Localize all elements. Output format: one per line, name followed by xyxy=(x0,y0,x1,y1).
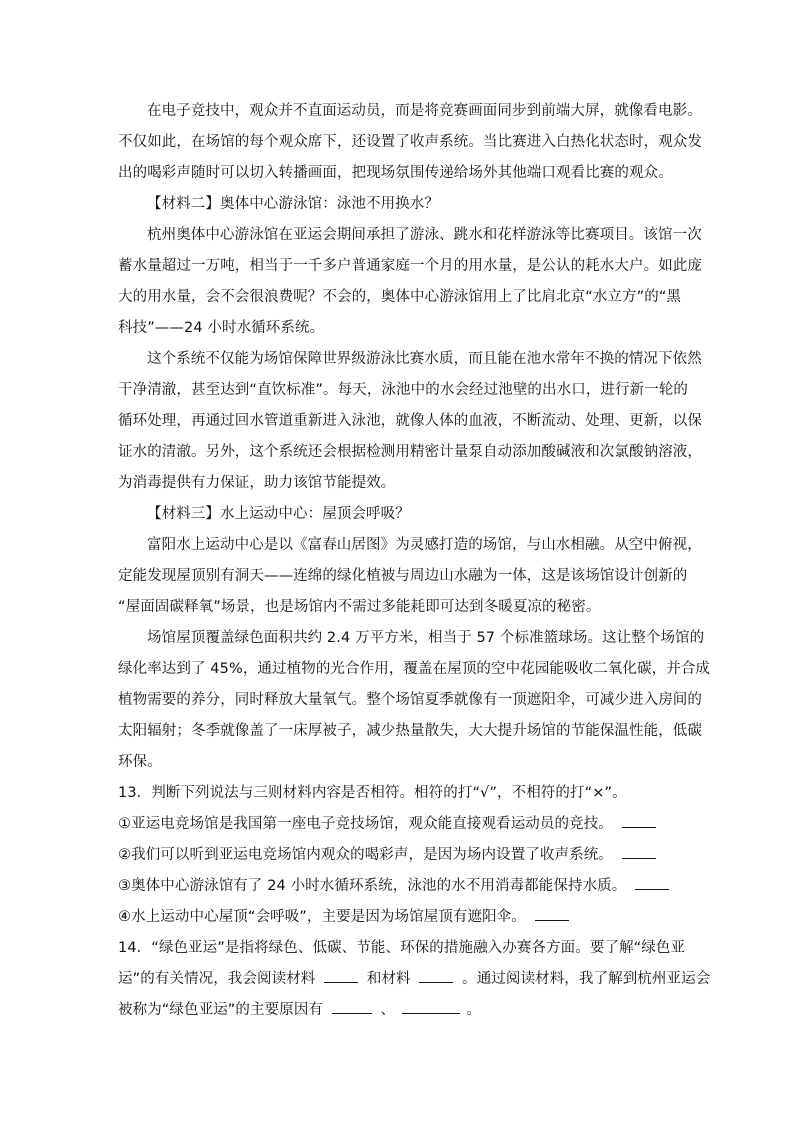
judgement-item xyxy=(118,809,678,840)
question-text: 被称为“绿色亚运”的主要原因有 xyxy=(118,1002,324,1018)
question-stem: 14．“绿色亚运”是指将绿色、低碳、节能、环保的措施融入办赛各方面。要了解“绿色亚 xyxy=(118,940,686,956)
judgement-item xyxy=(118,840,678,871)
question-line xyxy=(118,964,711,995)
judgement-item-text: ②我们可以听到亚运电竞场馆内观众的喝彩声，是因为场内设置了收声系统。 xyxy=(118,847,613,863)
text-line: 出的喝彩声随时可以切入转播画面，把现场氛围传递给场外其他端口观看比赛的观众。 xyxy=(118,165,673,181)
text-line: 环保。 xyxy=(118,754,162,770)
material2-paragraph-2 xyxy=(118,344,702,499)
question-text: 运”的有关情况，我会阅读材料 xyxy=(118,971,316,987)
judgement-item xyxy=(118,902,678,933)
reason-blank-1[interactable] xyxy=(332,999,372,1014)
document-page xyxy=(118,96,711,1026)
text-line: 太阳辐射；冬季就像盖了一床厚被子，减少热量散失，大大提升场馆的节能保温性能，低碳 xyxy=(118,723,702,739)
question-text: 、 xyxy=(380,1002,396,1018)
text-line: 杭州奥体中心游泳馆在亚运会期间承担了游泳、跳水和花样游泳等比赛项目。该馆一次 xyxy=(147,227,702,243)
material1-paragraph xyxy=(118,96,702,189)
material2-paragraph-1 xyxy=(118,220,702,344)
answer-blank[interactable] xyxy=(622,844,656,859)
judgement-item-text: ④水上运动中心屋顶“会呼吸”，主要是因为场馆屋顶有遮阳伞。 xyxy=(118,909,526,925)
reason-blank-2[interactable] xyxy=(402,999,460,1014)
text-line: 证水的清澈。另外，这个系统还会根据检测用精密计量泵自动添加酸碱液和次氯酸钠溶液， xyxy=(118,444,702,460)
text-line: “屋面固碳释氧”场景，也是场馆内不需过多能耗即可达到冬暖夏凉的秘密。 xyxy=(118,599,601,615)
text-line: 为消毒提供有力保证，助力该馆节能提效。 xyxy=(118,475,396,491)
question-14 xyxy=(118,933,711,1026)
judgement-item-text: ①亚运电竞场馆是我国第一座电子竞技场馆，观众能直接观看运动员的竞技。 xyxy=(118,816,613,832)
material-blank-1[interactable] xyxy=(324,968,358,983)
question-text: 。通过阅读材料，我了解到杭州亚运会 xyxy=(462,971,711,987)
answer-blank[interactable] xyxy=(635,875,669,890)
material3-paragraph-2 xyxy=(118,623,711,778)
material3-heading: 【材料三】水上运动中心：屋顶会呼吸？ xyxy=(147,506,410,522)
material-blank-2[interactable] xyxy=(419,968,453,983)
text-line: 循环处理，再通过回水管道重新进入泳池，就像人体的血液，不断流动、处理、更新，以保 xyxy=(118,413,702,429)
text-line: 蓄水量超过一万吨，相当于一千多户普通家庭一个月的用水量，是公认的耗水大户。如此庞 xyxy=(118,258,702,274)
question-text: 。 xyxy=(466,1002,482,1018)
text-line: 这个系统不仅能为场馆保障世界级游泳比赛水质，而且能在池水常年不换的情况下依然 xyxy=(147,351,702,367)
question-line xyxy=(118,995,678,1026)
text-line: 定能发现屋顶别有洞天——连绵的绿化植被与周边山水融为一体，这是该场馆设计创新的 xyxy=(118,568,688,584)
text-line: 不仅如此，在场馆的每个观众席下，还设置了收声系统。当比赛进入白热化状态时，观众发 xyxy=(118,134,702,150)
material2-heading: 【材料二】奥体中心游泳馆：泳池不用换水？ xyxy=(147,196,439,212)
text-line: 富阳水上运动中心是以《富春山居图》为灵感打造的场馆，与山水相融。从空中俯视， xyxy=(147,537,702,553)
material3-paragraph-1 xyxy=(118,530,702,623)
question-13 xyxy=(118,778,678,933)
text-line: 绿化率达到了 45%，通过植物的光合作用，覆盖在屋顶的空中花园能吸收二氧化碳，并合成 xyxy=(118,661,711,677)
question-stem: 13．判断下列说法与三则材料内容是否相符。相符的打“√”，不相符的打“×”。 xyxy=(118,785,627,801)
text-line: 植物需要的养分，同时释放大量氧气。整个场馆夏季就像有一顶遮阳伞，可减少进入房间的 xyxy=(118,692,702,708)
judgement-item xyxy=(118,871,678,902)
answer-blank[interactable] xyxy=(622,813,656,828)
text-line: 在电子竞技中，观众并不直面运动员，而是将竞赛画面同步到前端大屏，就像看电影。 xyxy=(147,103,702,119)
text-line: 大的用水量，会不会很浪费呢？不会的，奥体中心游泳馆用上了比肩北京“水立方”的“黑 xyxy=(118,289,682,305)
question-text: 和材料 xyxy=(366,971,411,987)
text-line: 科技”——24 小时水循环系统。 xyxy=(118,320,325,336)
text-line: 场馆屋顶覆盖绿色面积共约 2.4 万平方米，相当于 57 个标准篮球场。这让整个场馆的 xyxy=(147,630,705,646)
answer-blank[interactable] xyxy=(535,906,569,921)
text-line: 干净清澈，甚至达到“直饮标准”。每天，泳池中的水会经过池壁的出水口，进行新一轮的 xyxy=(118,382,689,398)
judgement-item-text: ③奥体中心游泳馆有了 24 小时水循环系统，泳池的水不用消毒都能保持水质。 xyxy=(118,878,627,894)
